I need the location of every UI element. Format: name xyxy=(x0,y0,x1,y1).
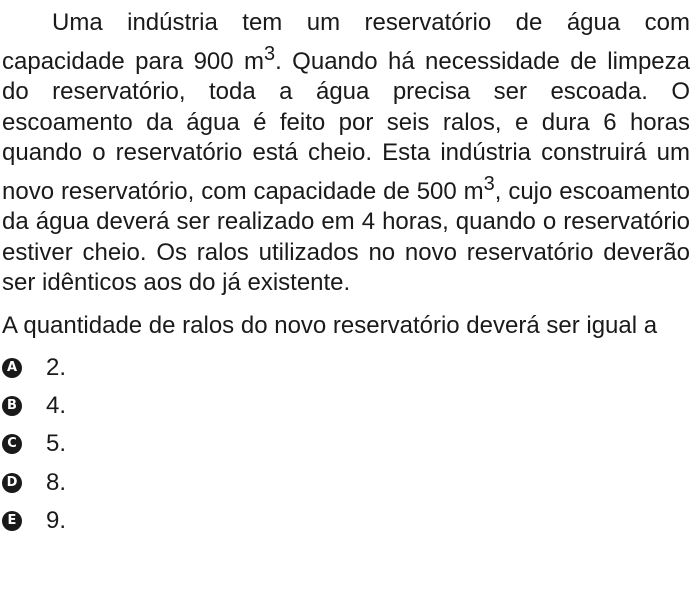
option-text-c: 5. xyxy=(46,430,67,458)
question-block xyxy=(2,8,690,540)
option-text-a: 2. xyxy=(46,354,67,382)
option-text-d: 8. xyxy=(46,468,67,496)
option-b[interactable] xyxy=(2,387,690,425)
option-letter-badge-d: D xyxy=(2,473,22,493)
option-letter-badge-e: E xyxy=(2,511,22,531)
option-a[interactable] xyxy=(2,349,690,387)
question-stem xyxy=(2,8,690,299)
option-letter-badge-a: A xyxy=(2,358,22,378)
cubic-superscript-2: 3 xyxy=(483,172,495,195)
option-c[interactable] xyxy=(2,425,690,463)
option-letter-badge-b: B xyxy=(2,396,22,416)
stem-part-1: Uma indústria tem um reservatório de água com capacidade para 900 m xyxy=(2,9,690,75)
option-letter-badge-c: C xyxy=(2,434,22,454)
question-prompt: A quantidade de ralos do novo reservatório deverá ser igual a xyxy=(2,311,658,339)
option-d[interactable] xyxy=(2,464,690,502)
stem-part-2: . Quando há necessidade de limpeza do reservatório, toda a água precisa ser escoada. O escoamento da água é feito por seis ralos, e dura 6 horas quando o reservatório está cheio. Esta indústria construirá um novo reservatório, com capacidade de 500 m xyxy=(2,47,690,205)
answer-options xyxy=(2,349,690,540)
option-text-e: 9. xyxy=(46,506,67,534)
option-e[interactable] xyxy=(2,502,690,540)
option-text-b: 4. xyxy=(46,392,67,420)
cubic-superscript-1: 3 xyxy=(264,42,276,65)
stem-part-3: , cujo escoamento da água deverá ser realizado em 4 horas, quando o reservatório estiver cheio. Os ralos utilizados no novo reservatório deverão ser idênticos aos do já existente. xyxy=(2,177,690,296)
